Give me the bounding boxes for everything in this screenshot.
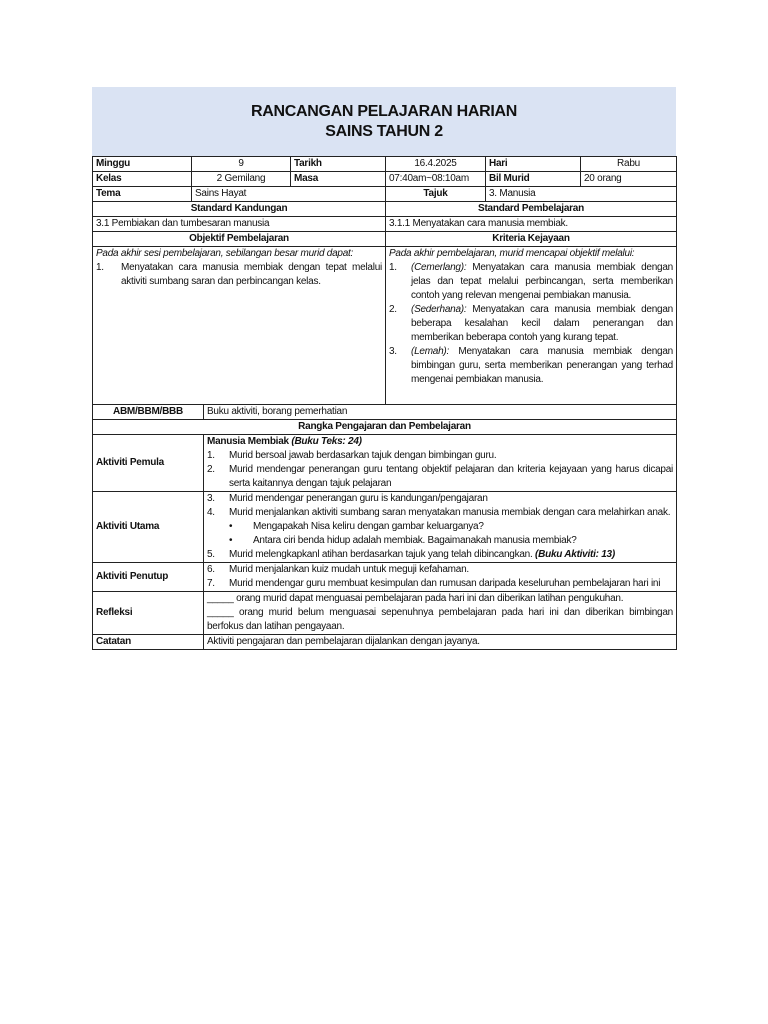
bullet-icon: • xyxy=(229,535,233,546)
item-text: Murid bersoal jawab berdasarkan tajuk dengan bimbingan guru. xyxy=(229,450,497,461)
rangka-title: Rangka Pengajaran dan Pembelajaran xyxy=(93,420,677,435)
catatan-row xyxy=(93,635,677,650)
standard-kandungan-value: 3.1 Pembiakan dan tumbesaran manusia xyxy=(93,217,386,232)
list-item xyxy=(207,577,673,591)
refleksi-row xyxy=(93,592,677,635)
abm-label: ABM/BBM/BBB xyxy=(93,405,204,420)
tarikh-label: Tarikh xyxy=(291,157,386,172)
lesson-plan-table xyxy=(92,156,677,650)
masa-label: Masa xyxy=(291,172,386,187)
list-item xyxy=(389,261,673,303)
bullet-item xyxy=(207,520,673,534)
level-label: (Lemah): xyxy=(411,346,450,357)
list-item xyxy=(207,449,673,463)
refleksi-cell xyxy=(204,592,677,635)
objektif-header-row xyxy=(93,232,677,247)
tajuk-value: 3. Manusia xyxy=(486,187,677,202)
document-title: RANCANGAN PELAJARAN HARIAN xyxy=(251,102,517,120)
kelas-label: Kelas xyxy=(93,172,192,187)
item-text: Murid menjalankan kuiz mudah untuk meguji kefahaman. xyxy=(229,564,469,575)
refleksi-line-2: _____ orang murid belum menguasai sepenuhnya pembelajaran pada hari ini dan diberikan bimbingan berfokus dan latihan pengayaan. xyxy=(207,607,673,632)
hari-value: Rabu xyxy=(581,157,677,172)
pemula-heading xyxy=(207,435,673,449)
item-number: 1. xyxy=(96,262,104,273)
item-text: Murid menjalankan aktiviti sumbang saran menyatakan manusia membiak dengan cara melahirkan anak. xyxy=(229,507,671,518)
info-row-1 xyxy=(93,157,677,172)
minggu-value: 9 xyxy=(192,157,291,172)
hari-label: Hari xyxy=(486,157,581,172)
item5-ref: (Buku Aktiviti: 13) xyxy=(535,549,615,560)
kelas-value: 2 Gemilang xyxy=(192,172,291,187)
pemula-row xyxy=(93,435,677,492)
pemula-list xyxy=(207,449,673,491)
lesson-plan-page xyxy=(92,87,676,650)
abm-value: Buku aktiviti, borang pemerhatian xyxy=(204,405,677,420)
level-label: (Cemerlang): xyxy=(411,262,467,273)
kriteria-list xyxy=(389,261,673,387)
pemula-heading-text: Manusia Membiak xyxy=(207,436,289,447)
list-item xyxy=(207,492,673,506)
list-item xyxy=(207,463,673,491)
item-number: 7. xyxy=(207,578,215,589)
bilmurid-value: 20 orang xyxy=(581,172,677,187)
abm-row xyxy=(93,405,677,420)
item-number: 5. xyxy=(207,549,215,560)
rangka-header-row xyxy=(93,420,677,435)
kriteria-cell xyxy=(386,247,677,405)
masa-value: 07:40am~08:10am xyxy=(386,172,486,187)
refleksi-line-1: _____ orang murid dapat menguasai pembelajaran pada hari ini dan diberikan latihan pengukuhan. xyxy=(207,593,624,604)
refleksi-label: Refleksi xyxy=(93,592,204,635)
item-number: 1. xyxy=(389,262,397,273)
document-subtitle: SAINS TAHUN 2 xyxy=(325,122,443,140)
item-number: 2. xyxy=(207,464,215,475)
standard-pembelajaran-label: Standard Pembelajaran xyxy=(386,202,677,217)
objektif-label: Objektif Pembelajaran xyxy=(93,232,386,247)
item-number: 3. xyxy=(207,493,215,504)
pemula-label: Aktiviti Pemula xyxy=(93,435,204,492)
item-text xyxy=(411,345,673,387)
list-item xyxy=(207,563,673,577)
level-label: (Sederhana): xyxy=(411,304,467,315)
objektif-cell xyxy=(93,247,386,405)
standard-kandungan-label: Standard Kandungan xyxy=(93,202,386,217)
item-text: Murid mendengar guru membuat kesimpulan dan rumusan daripada keseluruhan pembelajaran hari ini xyxy=(229,578,661,589)
info-row-2 xyxy=(93,172,677,187)
item-number: 6. xyxy=(207,564,215,575)
tema-label: Tema xyxy=(93,187,192,202)
bullet-text: Antara ciri benda hidup adalah membiak. Bagaimanakah manusia membiak? xyxy=(253,535,577,546)
item-number: 2. xyxy=(389,304,397,315)
tema-value: Sains Hayat xyxy=(192,187,386,202)
pemula-cell xyxy=(204,435,677,492)
catatan-value: Aktiviti pengajaran dan pembelajaran dijalankan dengan jayanya. xyxy=(204,635,677,650)
info-row-3 xyxy=(93,187,677,202)
item-text xyxy=(229,548,673,562)
penutup-row xyxy=(93,563,677,592)
penutup-label: Aktiviti Penutup xyxy=(93,563,204,592)
bullet-text: Mengapakah Nisa keliru dengan gambar keluarganya? xyxy=(253,521,484,532)
kriteria-label: Kriteria Kejayaan xyxy=(386,232,677,247)
pemula-heading-ref: (Buku Teks: 24) xyxy=(291,436,362,447)
utama-row xyxy=(93,492,677,563)
bullet-icon: • xyxy=(229,521,233,532)
objektif-intro: Pada akhir sesi pembelajaran, sebilangan besar murid dapat: xyxy=(96,248,354,259)
level-text: Menyatakan cara manusia membiak dengan jelas dan tepat melalui perbincangan, serta memberikan contoh yang relevan mengenai pembiakan manusia. xyxy=(411,262,673,301)
utama-list-continued xyxy=(207,548,673,562)
penutup-cell xyxy=(204,563,677,592)
item-text: Menyatakan cara manusia membiak dengan tepat melalui aktiviti sumbang saran dan perbincangan kelas. xyxy=(121,262,382,287)
catatan-label: Catatan xyxy=(93,635,204,650)
list-item xyxy=(389,345,673,387)
item-number: 4. xyxy=(207,507,215,518)
document-header xyxy=(92,87,676,156)
minggu-label: Minggu xyxy=(93,157,192,172)
bullet-item xyxy=(207,534,673,548)
item-number: 3. xyxy=(389,346,397,357)
utama-label: Aktiviti Utama xyxy=(93,492,204,563)
kriteria-intro: Pada akhir pembelajaran, murid mencapai objektif melalui: xyxy=(389,248,635,259)
objektif-list xyxy=(96,261,382,289)
standard-pembelajaran-value: 3.1.1 Menyatakan cara manusia membiak. xyxy=(386,217,677,232)
item-text: Murid mendengar penerangan guru tentang objektif pelajaran dan kriteria kejayaan yang harus dicapai serta kaitannya dengan tajuk pelajaran xyxy=(229,464,673,489)
item-number: 1. xyxy=(207,450,215,461)
item-text: Murid mendengar penerangan guru is kandungan/pengajaran xyxy=(229,493,488,504)
objektif-content-row xyxy=(93,247,677,405)
utama-list xyxy=(207,492,673,520)
tajuk-label: Tajuk xyxy=(386,187,486,202)
list-item xyxy=(207,506,673,520)
level-text: Menyatakan cara manusia membiak dengan bimbingan guru, serta memberikan penerangan yang terhad mengenai pembiakan manusia. xyxy=(411,346,673,385)
level-text: Menyatakan cara manusia membiak dengan beberapa kesalahan kecil dalam penerangan dan memberikan beberapa contoh yang kurang tepat. xyxy=(411,304,673,343)
standard-header-row xyxy=(93,202,677,217)
list-item xyxy=(96,261,382,289)
bilmurid-label: Bil Murid xyxy=(486,172,581,187)
utama-cell xyxy=(204,492,677,563)
item-text xyxy=(411,261,673,303)
penutup-list xyxy=(207,563,673,591)
item5-text: Murid melengkapkanl atihan berdasarkan tajuk yang telah dibincangkan. xyxy=(229,549,536,560)
item-text xyxy=(411,303,673,345)
list-item xyxy=(207,548,673,562)
list-item xyxy=(389,303,673,345)
standard-value-row xyxy=(93,217,677,232)
tarikh-value: 16.4.2025 xyxy=(386,157,486,172)
